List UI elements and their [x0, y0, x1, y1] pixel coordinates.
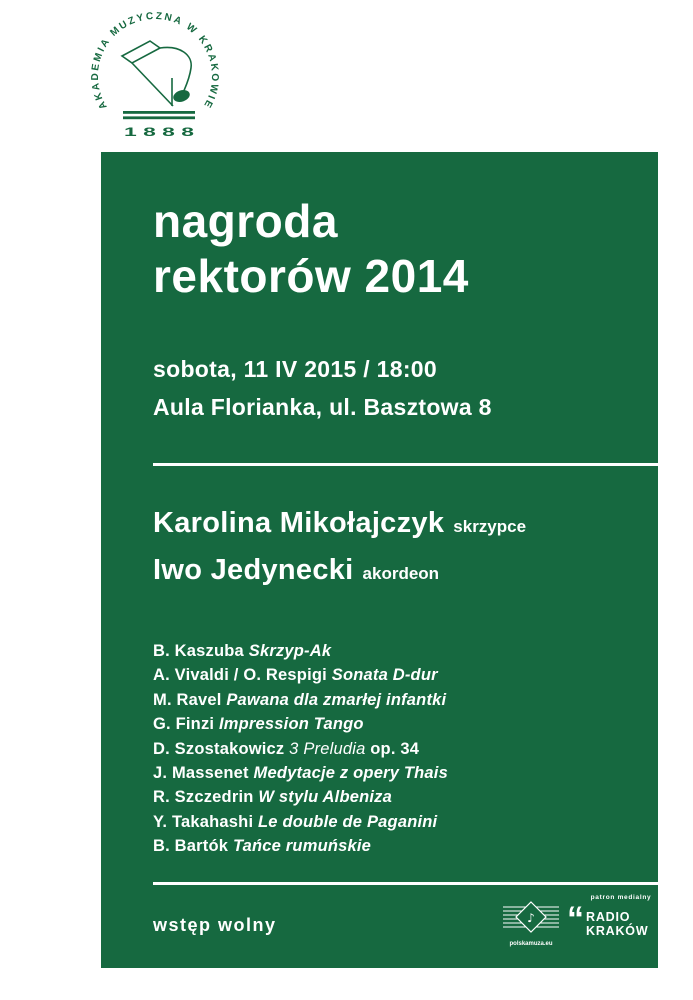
program-list	[153, 639, 448, 859]
program-item	[153, 834, 448, 858]
patron-label: patron medialny	[590, 894, 652, 901]
piece-title: Sonata D-dur	[331, 666, 438, 685]
piece-title: Tańce rumuńskie	[232, 837, 372, 856]
performer-name: Iwo Jedynecki	[153, 554, 354, 586]
polskamuza-logo	[501, 900, 561, 950]
program-item	[153, 712, 448, 736]
performer-row	[153, 554, 526, 601]
composer: Y. Takahashi	[153, 812, 254, 831]
event-date: sobota, 11 IV 2015 / 18:00	[153, 356, 437, 382]
piece-title: 3 Preludia	[289, 739, 366, 758]
polskamuza-caption: polskamuza.eu	[509, 941, 553, 947]
composer: M. Ravel	[153, 690, 222, 709]
divider-bottom	[153, 882, 658, 885]
program-item	[153, 737, 448, 761]
program-item	[153, 785, 448, 809]
performer-name: Karolina Mikołajczyk	[153, 507, 445, 539]
note-head-icon	[172, 88, 192, 104]
admission-note: wstęp wolny	[153, 915, 277, 935]
note-icon: ♪	[527, 911, 535, 925]
program-item	[153, 810, 448, 834]
staff-bars	[123, 111, 195, 119]
performer-instrument: skrzypce	[453, 517, 527, 536]
composer: A. Vivaldi / O. Respigi	[153, 666, 327, 685]
radio-krakow-logo	[567, 894, 661, 938]
radio-krakow-line2: KRAKÓW	[586, 923, 649, 938]
program-item	[153, 639, 448, 663]
radio-krakow-line1: RADIO	[586, 910, 631, 924]
composer: B. Kaszuba	[153, 642, 244, 660]
piece-title: W stylu Albeniza	[258, 788, 392, 807]
piece-title: Skrzyp-Ak	[248, 642, 332, 660]
program-item	[153, 663, 448, 687]
event-venue: Aula Florianka, ul. Basztowa 8	[153, 394, 492, 420]
academy-circle-text: AKADEMIA MUZYCZNA W KRAKOWIE	[89, 10, 221, 111]
composer: B. Bartók	[153, 837, 229, 856]
performer-instrument: akordeon	[362, 564, 440, 583]
piece-title: Pawana dla zmarłej infantki	[226, 690, 447, 709]
program-item	[153, 761, 448, 785]
founding-year: 1 8 8 8	[124, 127, 196, 139]
academy-logo-svg	[88, 10, 222, 148]
composer: J. Massenet	[153, 764, 249, 783]
program-item	[153, 688, 448, 712]
performer-row	[153, 507, 526, 554]
quote-marks-icon: “	[567, 900, 584, 938]
divider-top	[153, 463, 658, 466]
piece-opus: op. 34	[370, 739, 420, 758]
title-line-1: nagroda	[153, 195, 338, 247]
polskamuza-logo-svg	[501, 900, 561, 950]
piece-title: Impression Tango	[218, 715, 364, 734]
green-panel	[101, 152, 658, 968]
poster-title	[153, 194, 469, 304]
title-line-2: rektorów 2014	[153, 250, 469, 302]
performers	[153, 507, 526, 601]
composer: D. Szostakowicz	[153, 739, 285, 758]
academy-logo	[88, 10, 222, 148]
composer: G. Finzi	[153, 715, 215, 734]
composer: R. Szczedrin	[153, 788, 254, 807]
piece-title: Medytacje z opery Thais	[253, 764, 448, 783]
piece-title: Le double de Paganini	[258, 812, 438, 831]
